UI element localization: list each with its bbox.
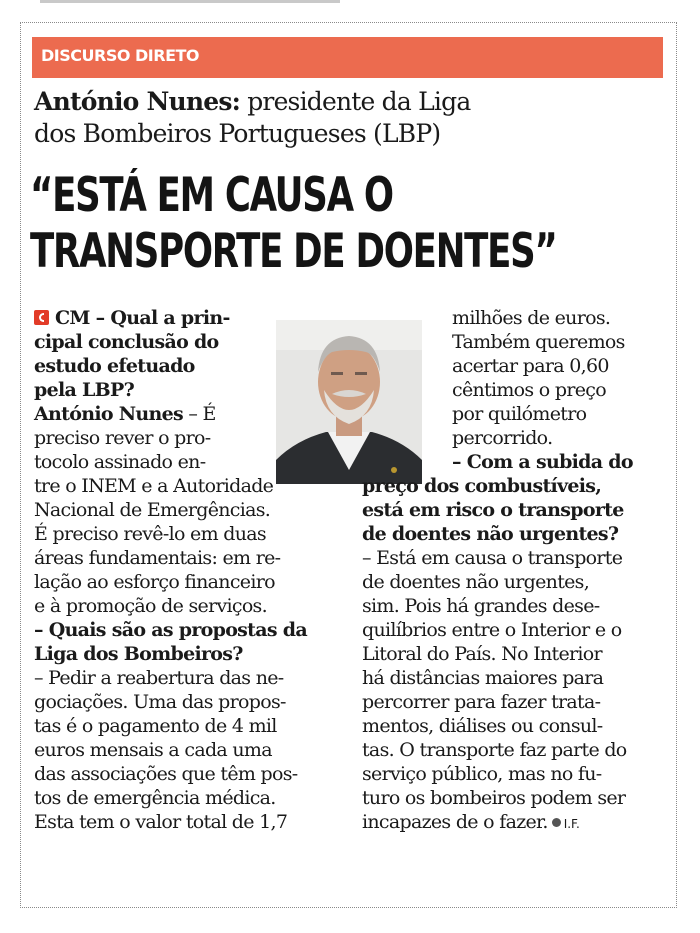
answer-line: acertar para 0,60 — [452, 355, 609, 377]
headline — [30, 168, 568, 280]
answer-line: serviço público, mas no fu- — [362, 763, 602, 785]
interviewee-role: presidente da Liga — [240, 87, 471, 116]
answer-line: mentos, diálises ou consul- — [362, 715, 603, 737]
answer-line: – Está em causa o transporte — [362, 547, 623, 569]
answer-line: tos de emergência médica. — [34, 787, 276, 809]
answer-line: percorrer para fazer trata- — [362, 691, 601, 713]
interviewee-name: António Nunes: — [34, 87, 241, 116]
interviewee-role-line2: dos Bombeiros Portugueses (LBP) — [34, 119, 441, 148]
cm-logo-icon — [34, 310, 49, 325]
answer-line: por quilómetro — [452, 403, 587, 425]
answer-line: quilíbrios entre o Interior e o — [362, 619, 622, 641]
answer-line: euros mensais a cada uma — [34, 739, 272, 761]
answer-line-final: incapazes de o fazer. I.F. — [362, 811, 580, 833]
answer-speaker: António Nunes — [34, 403, 184, 425]
question-line: preço dos combustíveis, — [362, 475, 602, 497]
question-line: cipal conclusão do — [34, 331, 219, 353]
question-line: pela LBP? — [34, 379, 135, 401]
answer-line: Nacional de Emergências. — [34, 499, 271, 521]
answer-line: cêntimos o preço — [452, 379, 606, 401]
question-line: está em risco o transporte — [362, 499, 624, 521]
answer-line: António Nunes – É — [34, 403, 216, 425]
section-bar — [32, 37, 663, 78]
headline-line: “ESTÁ EM CAUSA O — [30, 168, 393, 223]
answer-line: É preciso revê-lo em duas — [34, 523, 266, 545]
question-line: – Com a subida do — [452, 451, 633, 473]
answer-line: – Pedir a reabertura das ne- — [34, 667, 284, 689]
previous-article-edge — [40, 0, 340, 3]
answer-line: tocolo assinado en- — [34, 451, 206, 473]
answer-line: Esta tem o valor total de 1,7 — [34, 811, 288, 833]
answer-line: preciso rever o pro- — [34, 427, 211, 449]
answer-line: das associações que têm pos- — [34, 763, 298, 785]
answer-line: milhões de euros. — [452, 307, 611, 329]
answer-line: lação ao esforço financeiro — [34, 571, 275, 593]
question-line: CM – Qual a prin- — [34, 306, 340, 330]
answer-line: tre o INEM e a Autoridade — [34, 475, 274, 497]
question-line: de doentes não urgentes? — [362, 523, 619, 545]
answer-line: turo os bombeiros podem ser — [362, 787, 626, 809]
end-dot-icon — [552, 818, 561, 827]
answer-line: e à promoção de serviços. — [34, 595, 267, 617]
question-line: – Quais são as propostas da — [34, 619, 307, 641]
section-label: DISCURSO DIRETO — [41, 46, 200, 65]
answer-line: tas. O transporte faz parte do — [362, 739, 627, 761]
byline: I.F. — [563, 817, 580, 831]
answer-line: de doentes não urgentes, — [362, 571, 590, 593]
answer-line: sim. Pois há grandes dese- — [362, 595, 600, 617]
answer-line: gociações. Uma das propos- — [34, 691, 286, 713]
column-left — [34, 306, 340, 834]
question-line: estudo efetuado — [34, 355, 195, 377]
question-line: Liga dos Bombeiros? — [34, 643, 243, 665]
headline-line: TRANSPORTE DE DOENTES” — [30, 224, 557, 279]
answer-line: há distâncias maiores para — [362, 667, 604, 689]
answer-line: percorrido. — [452, 427, 553, 449]
subheadline — [34, 86, 554, 150]
column-right — [362, 306, 662, 836]
answer-line: áreas fundamentais: em re- — [34, 547, 281, 569]
answer-line: Também queremos — [452, 331, 625, 353]
answer-line: tas é o pagamento de 4 mil — [34, 715, 277, 737]
answer-line: Litoral do País. No Interior — [362, 643, 602, 665]
